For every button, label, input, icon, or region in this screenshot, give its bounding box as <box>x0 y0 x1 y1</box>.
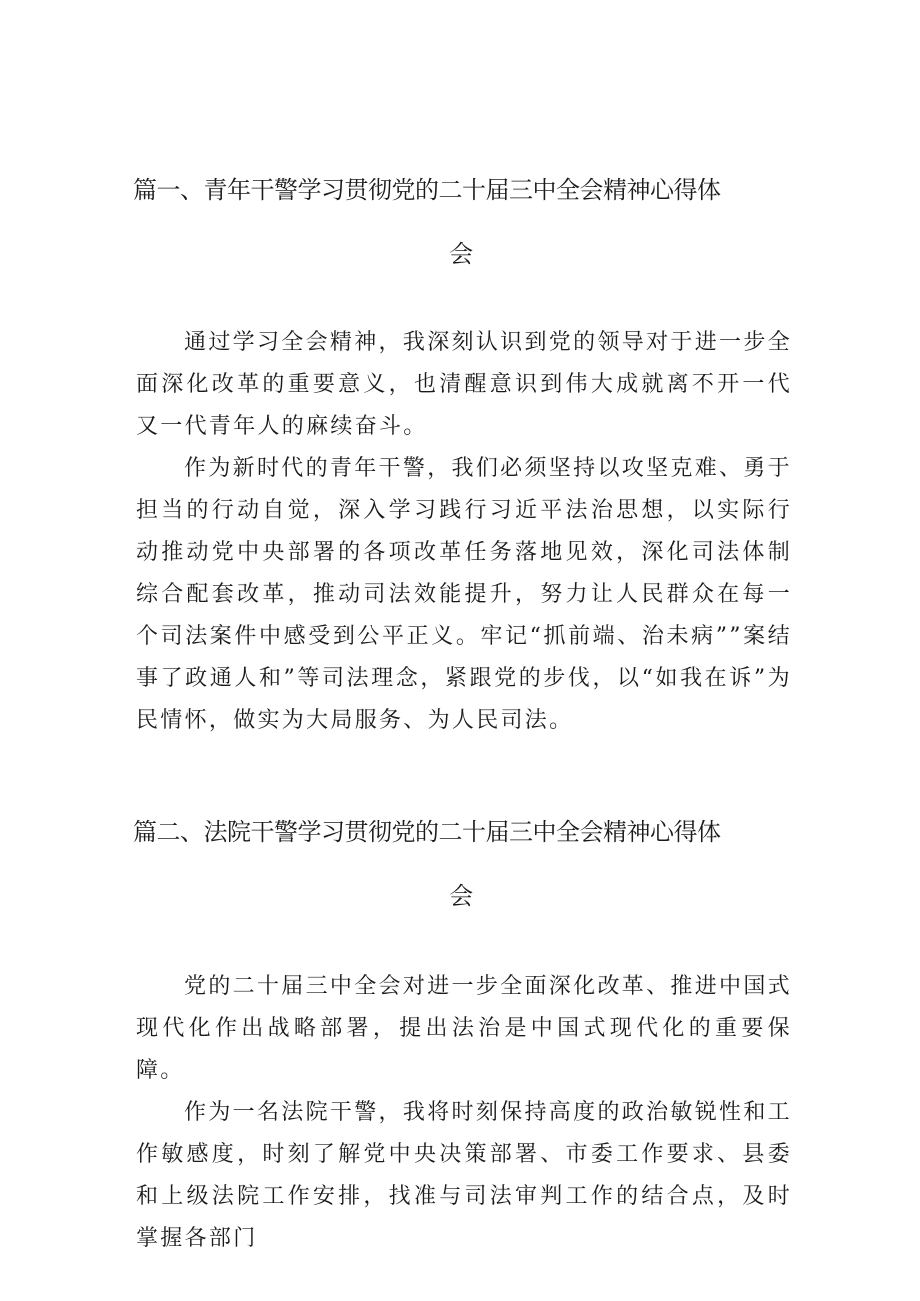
section1-body <box>136 322 792 742</box>
section1-paragraph-2: 作为新时代的青年干警，我们必须坚持以攻坚克难、勇于担当的行动自觉，深入学习践行习近平法治思想，以实际行动推动党中央部署的各项改革任务落地见效，深化司法体制综合配套改革，推动司法效能提升，努力让人民群众在每一个司法案件中感受到公平正义。牢记“抓前端、治未病””案结事了政通人和”等司法理念，紧跟党的步伐，以“如我在诉”为民情怀，做实为大局服务、为人民司法。 <box>136 456 792 733</box>
section1-title-line1: 篇一、青年干警学习贯彻党的二十届三中全会精神心得体 <box>133 176 721 204</box>
section2-paragraph-2: 作为一名法院干警，我将时刻保持高度的政治敏锐性和工作敏感度，时刻了解党中央决策部署、市委工作要求、县委和上级法院工作安排，找准与司法审判工作的结合点，及时掌握各部门 <box>136 1100 792 1251</box>
section2-title <box>133 800 793 928</box>
section2-paragraph-1: 党的二十届三中全会对进一步全面深化改革、推进中国式现代化作出战略部署，提出法治是中国式现代化的重要保障。 <box>136 974 792 1083</box>
section1-title <box>133 158 793 286</box>
section2-body <box>136 966 792 1260</box>
section2-title-line2: 会 <box>449 882 473 910</box>
section1-title-line2: 会 <box>449 240 473 268</box>
section1-paragraph-1: 通过学习全会精神，我深刻认识到党的领导对于进一步全面深化改革的重要意义，也清醒意识到伟大成就离不开一代又一代青年人的麻续奋斗。 <box>136 330 792 439</box>
section2-title-line1: 篇二、法院干警学习贯彻党的二十届三中全会精神心得体 <box>133 818 721 846</box>
